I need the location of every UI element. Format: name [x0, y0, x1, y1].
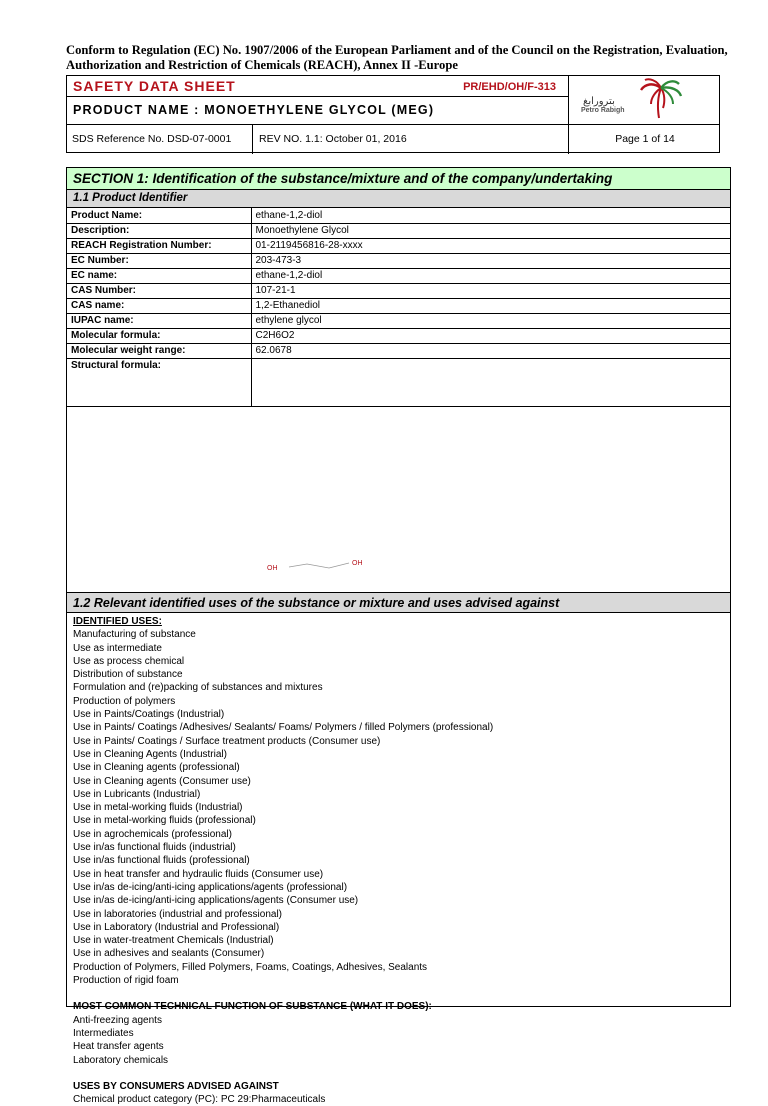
table-row: [67, 223, 730, 238]
list-item: Use in heat transfer and hydraulic fluids (Consumer use): [73, 868, 324, 880]
property-value: ethylene glycol: [251, 313, 730, 328]
property-label: Product Name:: [67, 208, 251, 223]
table-row: [67, 358, 730, 406]
property-label: EC name:: [67, 268, 251, 283]
table-row: [67, 283, 730, 298]
sds-reference: SDS Reference No. DSD-07-0001: [67, 125, 253, 154]
section-1: [66, 167, 731, 1106]
table-row: [67, 343, 730, 358]
list-item: Laboratory chemicals: [73, 1054, 169, 1066]
list-item: Use as intermediate: [73, 642, 162, 654]
property-value: ethane-1,2-diol: [251, 208, 730, 223]
property-value: 1,2-Ethanediol: [251, 298, 730, 313]
list-item: Use in Lubricants (Industrial): [73, 788, 201, 800]
property-value: ethane-1,2-diol: [251, 268, 730, 283]
list-item: Intermediates: [73, 1027, 134, 1039]
list-item: Anti-freezing agents: [73, 1014, 162, 1026]
regulation-header: Conform to Regulation (EC) No. 1907/2006 of the European Parliament and of the Council on the Registration, Evaluation, Authorization and Restriction of Chemicals (REACH), Annex II -Europe: [66, 43, 728, 72]
section-1-title: SECTION 1: Identification of the substance/mixture and of the company/undertaking: [67, 168, 730, 190]
property-value: 01-2119456816-28-xxxx: [251, 238, 730, 253]
property-label: CAS Number:: [67, 283, 251, 298]
list-item: Formulation and (re)packing of substances and mixtures: [73, 682, 323, 694]
form-code: PR/EHD/OH/F-313: [463, 81, 556, 93]
logo-arabic-text: بترورابغ: [583, 96, 615, 107]
property-value: C2H6O2: [251, 328, 730, 343]
list-item: Use in agrochemicals (professional): [73, 828, 232, 840]
revision-number: REV NO. 1.1: October 01, 2016: [253, 125, 569, 154]
property-label: Structural formula:: [67, 358, 251, 406]
list-item: Use in Paints/ Coatings /Adhesives/ Sealants/ Foams/ Polymers / filled Polymers (professional): [73, 722, 494, 734]
product-identifier-table: [67, 208, 730, 407]
property-value: 62.0678: [251, 343, 730, 358]
list-item: Production of polymers: [73, 695, 176, 707]
list-item: Use in Cleaning Agents (Industrial): [73, 748, 227, 760]
property-label: Molecular formula:: [67, 328, 251, 343]
uses-list: [73, 615, 723, 1106]
structural-formula-image: [267, 554, 377, 574]
list-item: Distribution of substance: [73, 669, 183, 681]
table-row: [67, 238, 730, 253]
property-value: [251, 358, 730, 406]
hydroxyl-label-left: OH: [267, 565, 278, 572]
list-item: Manufacturing of substance: [73, 629, 196, 641]
list-item: Use in Paints/ Coatings / Surface treatment products (Consumer use): [73, 735, 381, 747]
subsection-1-1-title: 1.1 Product Identifier: [67, 190, 730, 208]
document-header: [66, 75, 720, 153]
table-row: [67, 313, 730, 328]
list-item: Use in laboratories (industrial and professional): [73, 908, 282, 920]
hydroxyl-label-right: OH: [352, 560, 363, 567]
list-item: Use in Cleaning agents (professional): [73, 762, 240, 774]
list-item: Use in Laboratory (Industrial and Professional): [73, 921, 280, 933]
identified-uses-heading: IDENTIFIED USES:: [73, 616, 162, 627]
property-label: CAS name:: [67, 298, 251, 313]
property-label: Description:: [67, 223, 251, 238]
list-item: Use in metal-working fluids (Industrial): [73, 802, 243, 814]
header-title-row: [67, 76, 568, 97]
table-row: [67, 328, 730, 343]
list-item: Use in Paints/Coatings (Industrial): [73, 709, 225, 721]
list-item: Production of rigid foam: [73, 975, 179, 987]
property-label: EC Number:: [67, 253, 251, 268]
table-row: [67, 208, 730, 223]
advised-against-heading: USES BY CONSUMERS ADVISED AGAINST: [73, 1080, 279, 1092]
list-item: Use in metal-working fluids (professional): [73, 815, 256, 827]
header-product-row: [67, 97, 568, 124]
header-reference-row: [67, 124, 719, 154]
list-item: Use as process chemical: [73, 655, 185, 667]
property-label: REACH Registration Number:: [67, 238, 251, 253]
table-row: [67, 253, 730, 268]
product-name-title: PRODUCT NAME : MONOETHYLENE GLYCOL (MEG): [73, 103, 435, 117]
header-title-block: [67, 76, 569, 124]
list-item: Heat transfer agents: [73, 1041, 164, 1053]
logo-english-text: Petro Rabigh: [581, 107, 625, 114]
list-item: Use in/as functional fluids (industrial): [73, 842, 236, 854]
table-row: [67, 268, 730, 283]
page-number: Page 1 of 14: [615, 133, 675, 145]
document-title: SAFETY DATA SHEET: [73, 78, 236, 94]
list-item: Use in/as functional fluids (professional): [73, 855, 250, 867]
table-row: [67, 298, 730, 313]
company-logo: [569, 76, 721, 124]
list-item: Use in/as de-icing/anti-icing applications/agents (professional): [73, 881, 348, 893]
property-value: 203-473-3: [251, 253, 730, 268]
list-item: Use in adhesives and sealants (Consumer): [73, 948, 265, 960]
list-item: Use in water-treatment Chemicals (Industrial): [73, 935, 274, 947]
property-value: Monoethylene Glycol: [251, 223, 730, 238]
technical-function-heading: MOST COMMON TECHNICAL FUNCTION OF SUBSTANCE (WHAT IT DOES):: [73, 1001, 432, 1013]
list-item: Production of Polymers, Filled Polymers, Foams, Coatings, Adhesives, Sealants: [73, 961, 428, 973]
list-item: Use in Cleaning agents (Consumer use): [73, 775, 251, 787]
list-item: Use in/as de-icing/anti-icing applications/agents (Consumer use): [73, 895, 359, 907]
subsection-1-2-title: 1.2 Relevant identified uses of the substance or mixture and uses advised against: [67, 592, 730, 613]
list-item: Chemical product category (PC): PC 29:Pharmaceuticals: [73, 1094, 326, 1106]
property-label: IUPAC name:: [67, 313, 251, 328]
property-value: 107-21-1: [251, 283, 730, 298]
property-label: Molecular weight range:: [67, 343, 251, 358]
